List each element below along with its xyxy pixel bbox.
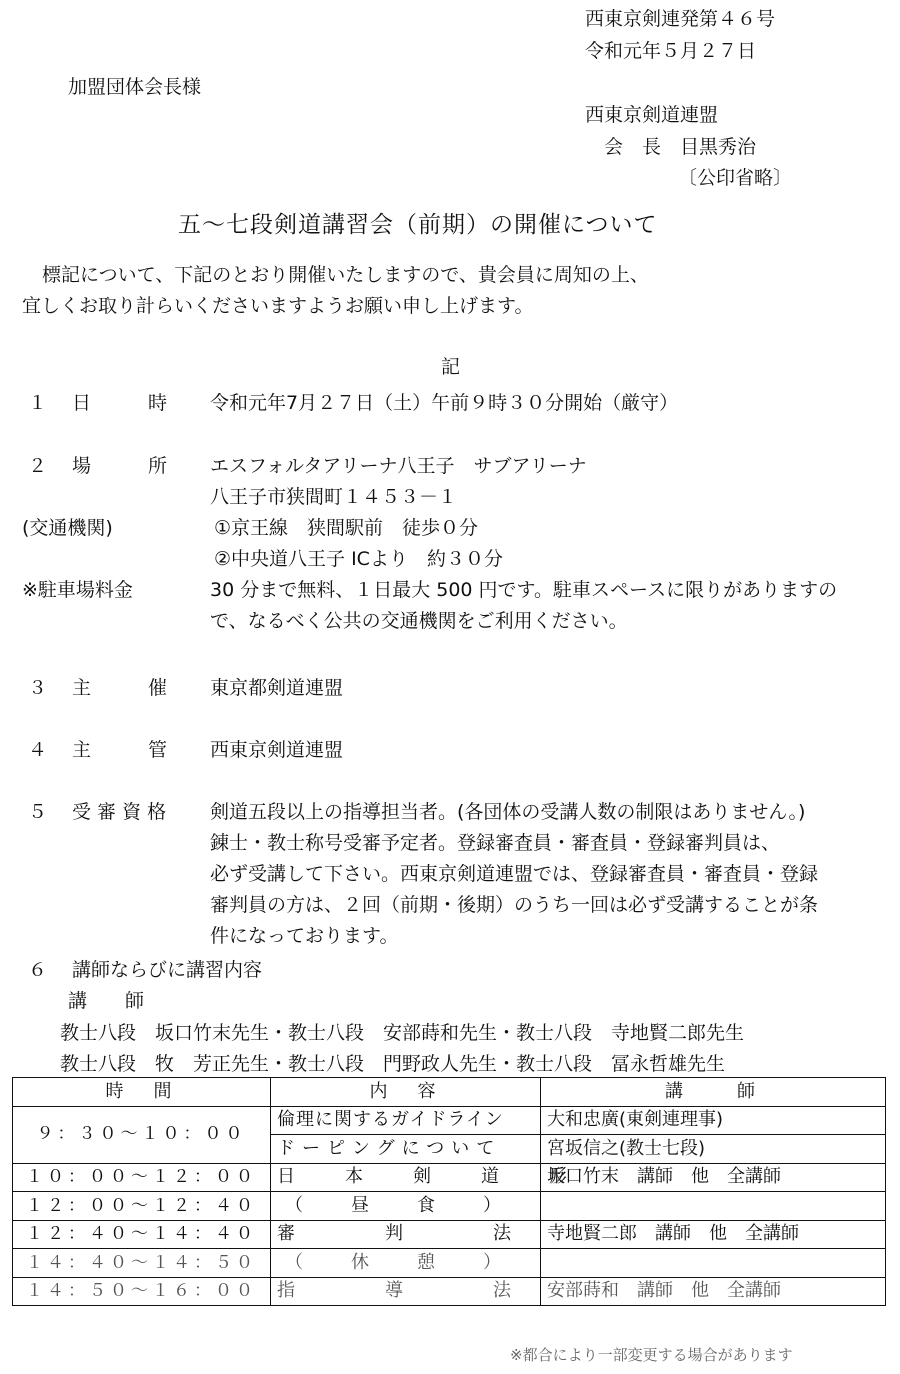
item-place-label: ２ 場 所	[28, 455, 168, 477]
item-eligibility-label: ５ 受 審 資 格	[28, 801, 167, 823]
footnote: ※都合により一部変更する場合があります	[510, 1346, 793, 1364]
eligibility-line-2: 錬士・教士称号受審予定者。登録審査員・審査員・登録審判員は、	[210, 832, 781, 854]
intro-line-2: 宜しくお取り計らいくださいますようお願い申し上げます。	[22, 295, 534, 317]
schedule-time: １２：４０～１４：４０	[13, 1220, 271, 1249]
item-date-label: １ 日 時	[28, 392, 168, 414]
table-row	[13, 1192, 886, 1221]
item-place	[0, 451, 900, 483]
item-eligibility	[0, 797, 900, 829]
eligibility-line-4: 審判員の方は、２回（前期・後期）のうち一回は必ず受講することが条	[210, 894, 819, 916]
schedule-lecturer: 宮坂信之(教士七段)	[541, 1135, 886, 1164]
schedule-content: ドーピングについて	[271, 1135, 541, 1164]
schedule-time: １０：００～１２：００	[13, 1163, 271, 1192]
schedule-content: 審判法	[271, 1220, 541, 1249]
item-manager-value: 西東京剣道連盟	[210, 739, 344, 761]
parking-line-1: 30 分まで無料、１日最大 500 円です。駐車スペースに限りがありますの	[210, 579, 838, 601]
eligibility-line-3: 必ず受講して下さい。西東京剣道連盟では、登録審査員・審査員・登録	[210, 863, 819, 885]
table-row	[13, 1163, 886, 1192]
transport-line-1: ①京王線 狭間駅前 徒歩０分	[214, 517, 479, 539]
item-date	[0, 388, 900, 420]
schedule-content: 日本剣道形	[271, 1163, 541, 1192]
table-row	[13, 1106, 886, 1135]
item-host	[0, 673, 900, 705]
schedule-content: 指導法	[271, 1277, 541, 1306]
transport-line-2: ②中央道八王子 ICより 約３０分	[214, 548, 503, 570]
transport-label: (交通機関)	[22, 517, 113, 539]
schedule-content: （休憩）	[271, 1249, 541, 1278]
eligibility-line-5: 件になっております。	[210, 925, 399, 947]
issue-date: 令和元年５月２７日	[585, 40, 757, 62]
item-host-label: ３ 主 催	[28, 677, 168, 699]
document-number: 西東京剣連発第４６号	[585, 8, 776, 30]
addressee: 加盟団体会長様	[68, 76, 202, 98]
schedule-header-row	[13, 1078, 886, 1107]
table-row	[13, 1220, 886, 1249]
schedule-time: １４：４０～１４：５０	[13, 1249, 271, 1278]
item-manager	[0, 735, 900, 767]
intro-line-1: 標記について、下記のとおり開催いたしますので、貴会員に周知の上、	[42, 264, 649, 286]
schedule-time: １４：５０～１６：００	[13, 1277, 271, 1306]
schedule-table	[12, 1077, 886, 1306]
item-date-value: 令和元年7月２７日（土）午前９時３０分開始（厳守）	[210, 392, 679, 414]
schedule-lecturer	[541, 1249, 886, 1278]
sender-organization: 西東京剣道連盟	[585, 104, 719, 126]
schedule-lecturer: 大和忠廣(東剣連理事)	[541, 1106, 886, 1135]
item-host-value: 東京都剣道連盟	[210, 677, 344, 699]
lecturers-subheading: 講 師	[68, 990, 145, 1012]
page-title: 五～七段剣道講習会（前期）の開催について	[178, 212, 658, 238]
parking-label: ※駐車場料金	[22, 579, 133, 601]
item-lecturers-label: ６ 講師ならびに講習内容	[28, 959, 263, 981]
schedule-lecturer: 安部蒔和 講師 他 全講師	[541, 1277, 886, 1306]
table-row	[13, 1277, 886, 1306]
eligibility-line-1: 剣道五段以上の指導担当者。(各団体の受講人数の制限はありません。)	[210, 801, 806, 823]
item-place-address: 八王子市狭間町１４５３－１	[210, 486, 458, 508]
schedule-time: ９：３０～１０：００	[13, 1106, 271, 1163]
schedule-lecturer: 坂口竹末 講師 他 全講師	[541, 1163, 886, 1192]
seal-omitted-note: 〔公印省略〕	[678, 167, 793, 189]
parking-line-2: で、なるべく公共の交通機関をご利用ください。	[210, 610, 628, 632]
item-manager-label: ４ 主 管	[28, 739, 168, 761]
parking	[0, 575, 900, 607]
schedule-content: 倫理に関するガイドライン	[271, 1106, 541, 1135]
lecturers-line-1: 教士八段 坂口竹末先生・教士八段 安部蒔和先生・教士八段 寺地賢二郎先生	[60, 1022, 745, 1044]
schedule-lecturer: 寺地賢二郎 講師 他 全講師	[541, 1220, 886, 1249]
transport	[0, 513, 900, 545]
header-lecturer: 講 師	[541, 1078, 886, 1107]
ki-heading: 記	[441, 356, 461, 378]
schedule-time: １２：００～１２：４０	[13, 1192, 271, 1221]
table-row	[13, 1249, 886, 1278]
schedule-content: （昼食）	[271, 1192, 541, 1221]
item-place-venue: エスフォルタアリーナ八王子 サブアリーナ	[210, 455, 587, 477]
sender-president: 会 長 目黒秀治	[604, 136, 757, 158]
header-content: 内 容	[271, 1078, 541, 1107]
schedule-lecturer	[541, 1192, 886, 1221]
lecturers-line-2: 教士八段 牧 芳正先生・教士八段 門野政人先生・教士八段 冨永哲雄先生	[60, 1053, 726, 1075]
item-lecturers	[0, 955, 900, 987]
header-time: 時 間	[13, 1078, 271, 1107]
